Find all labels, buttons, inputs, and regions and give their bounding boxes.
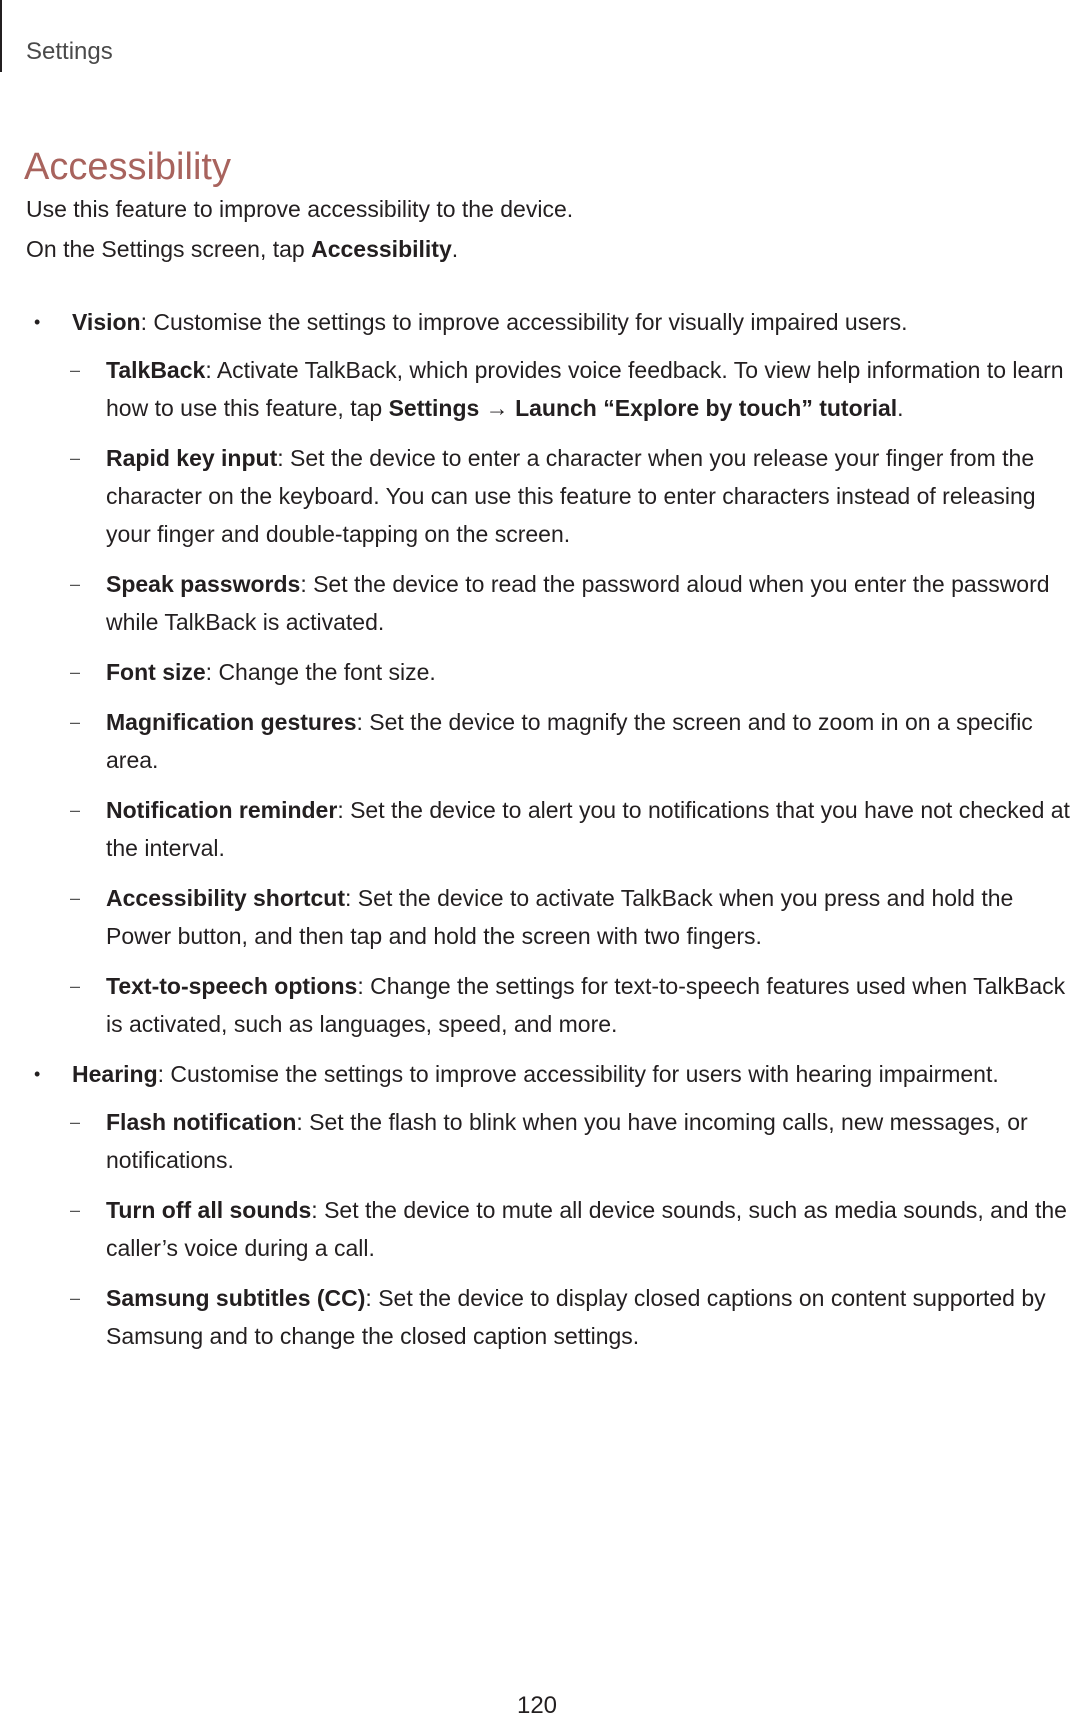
- dash-icon: –: [70, 662, 81, 682]
- item-bold-settings: Settings: [388, 395, 480, 421]
- item-label: Font size: [106, 659, 206, 685]
- page-number: 120: [516, 1692, 558, 1719]
- intro-paragraph: Use this feature to improve accessibility to the device.: [26, 196, 574, 222]
- item-end: .: [897, 395, 904, 421]
- bullet-icon: •: [34, 312, 41, 332]
- item-label: Magnification gestures: [106, 709, 357, 735]
- list-item: [26, 1279, 1071, 1355]
- item-label: Notification reminder: [106, 797, 338, 823]
- list-item: [26, 439, 1071, 553]
- item-label: TalkBack: [106, 357, 206, 383]
- dash-icon: –: [70, 448, 81, 468]
- dash-icon: –: [70, 1288, 81, 1308]
- dash-icon: –: [70, 1112, 81, 1132]
- bullet-text: : Customise the settings to improve accessibility for visually impaired users.: [140, 309, 908, 335]
- item-text: : Set the device to read the password aloud when you enter the password while TalkBack is activated.: [106, 571, 1050, 635]
- bullet-text: : Customise the settings to improve accessibility for users with hearing impairment.: [157, 1061, 999, 1087]
- item-label: Speak passwords: [106, 571, 301, 597]
- bullet-label: Hearing: [72, 1061, 158, 1087]
- page-edge-rule: [0, 0, 2, 72]
- dash-icon: –: [70, 574, 81, 594]
- item-text: : Activate TalkBack, which provides voice feedback. To view help information to learn how to use this feature, tap: [106, 357, 1064, 421]
- item-text: : Change the settings for text-to-speech features used when TalkBack is activated, such as languages, speed, and more.: [106, 973, 1066, 1037]
- list-item: [26, 703, 1071, 779]
- dash-icon: –: [70, 712, 81, 732]
- item-label: Rapid key input: [106, 445, 278, 471]
- list-item: [26, 967, 1071, 1043]
- list-item: [26, 791, 1071, 867]
- intro-accessibility-link: Accessibility: [311, 236, 452, 262]
- item-text: : Set the device to display closed captions on content supported by Samsung and to change the closed caption settings.: [106, 1285, 1046, 1349]
- dash-icon: –: [70, 1200, 81, 1220]
- intro-instruction-suffix: .: [451, 236, 459, 262]
- bullet-vision: [26, 303, 1071, 1043]
- page-title: Accessibility: [24, 146, 231, 188]
- dash-icon: –: [70, 800, 81, 820]
- list-item: [26, 1191, 1071, 1267]
- item-label: Text-to-speech options: [106, 973, 358, 999]
- item-bold-tutorial: Launch “Explore by touch” tutorial: [515, 395, 898, 421]
- list-item: [26, 1103, 1071, 1179]
- item-label: Flash notification: [106, 1109, 297, 1135]
- list-item: [26, 653, 1071, 691]
- item-text: : Set the flash to blink when you have incoming calls, new messages, or notifications.: [106, 1109, 1028, 1173]
- dash-icon: –: [70, 888, 81, 908]
- item-text: : Set the device to alert you to notifications that you have not checked at the interval.: [106, 797, 1070, 861]
- list-item: [26, 351, 1071, 427]
- list-item: [26, 565, 1071, 641]
- item-text: : Set the device to enter a character when you release your finger from the character on the keyboard. You can use this feature to enter characters instead of releasing your finger and double-tapping on the screen.: [106, 445, 1036, 547]
- item-text: : Change the font size.: [205, 659, 436, 685]
- item-text: : Set the device to activate TalkBack when you press and hold the Power button, and then tap and hold the screen with two fingers.: [106, 885, 1014, 949]
- bullet-hearing: [26, 1055, 1071, 1355]
- bullet-label: Vision: [72, 309, 141, 335]
- item-label: Accessibility shortcut: [106, 885, 346, 911]
- vision-sublist: [72, 351, 1071, 1043]
- section-header: Settings: [26, 38, 113, 65]
- item-label: Samsung subtitles (CC): [106, 1285, 366, 1311]
- arrow-icon: →: [479, 395, 516, 421]
- feature-list: [26, 303, 1071, 1367]
- dash-icon: –: [70, 976, 81, 996]
- hearing-sublist: [72, 1103, 1071, 1355]
- bullet-icon: •: [34, 1064, 41, 1084]
- list-item: [26, 879, 1071, 955]
- item-text: : Set the device to mute all device sounds, such as media sounds, and the caller’s voice during a call.: [106, 1197, 1067, 1261]
- dash-icon: –: [70, 360, 81, 380]
- intro-instruction-prefix: On the Settings screen, tap: [26, 236, 312, 262]
- item-text: : Set the device to magnify the screen and to zoom in on a specific area.: [106, 709, 1033, 773]
- intro-instruction: [26, 232, 458, 266]
- item-label: Turn off all sounds: [106, 1197, 312, 1223]
